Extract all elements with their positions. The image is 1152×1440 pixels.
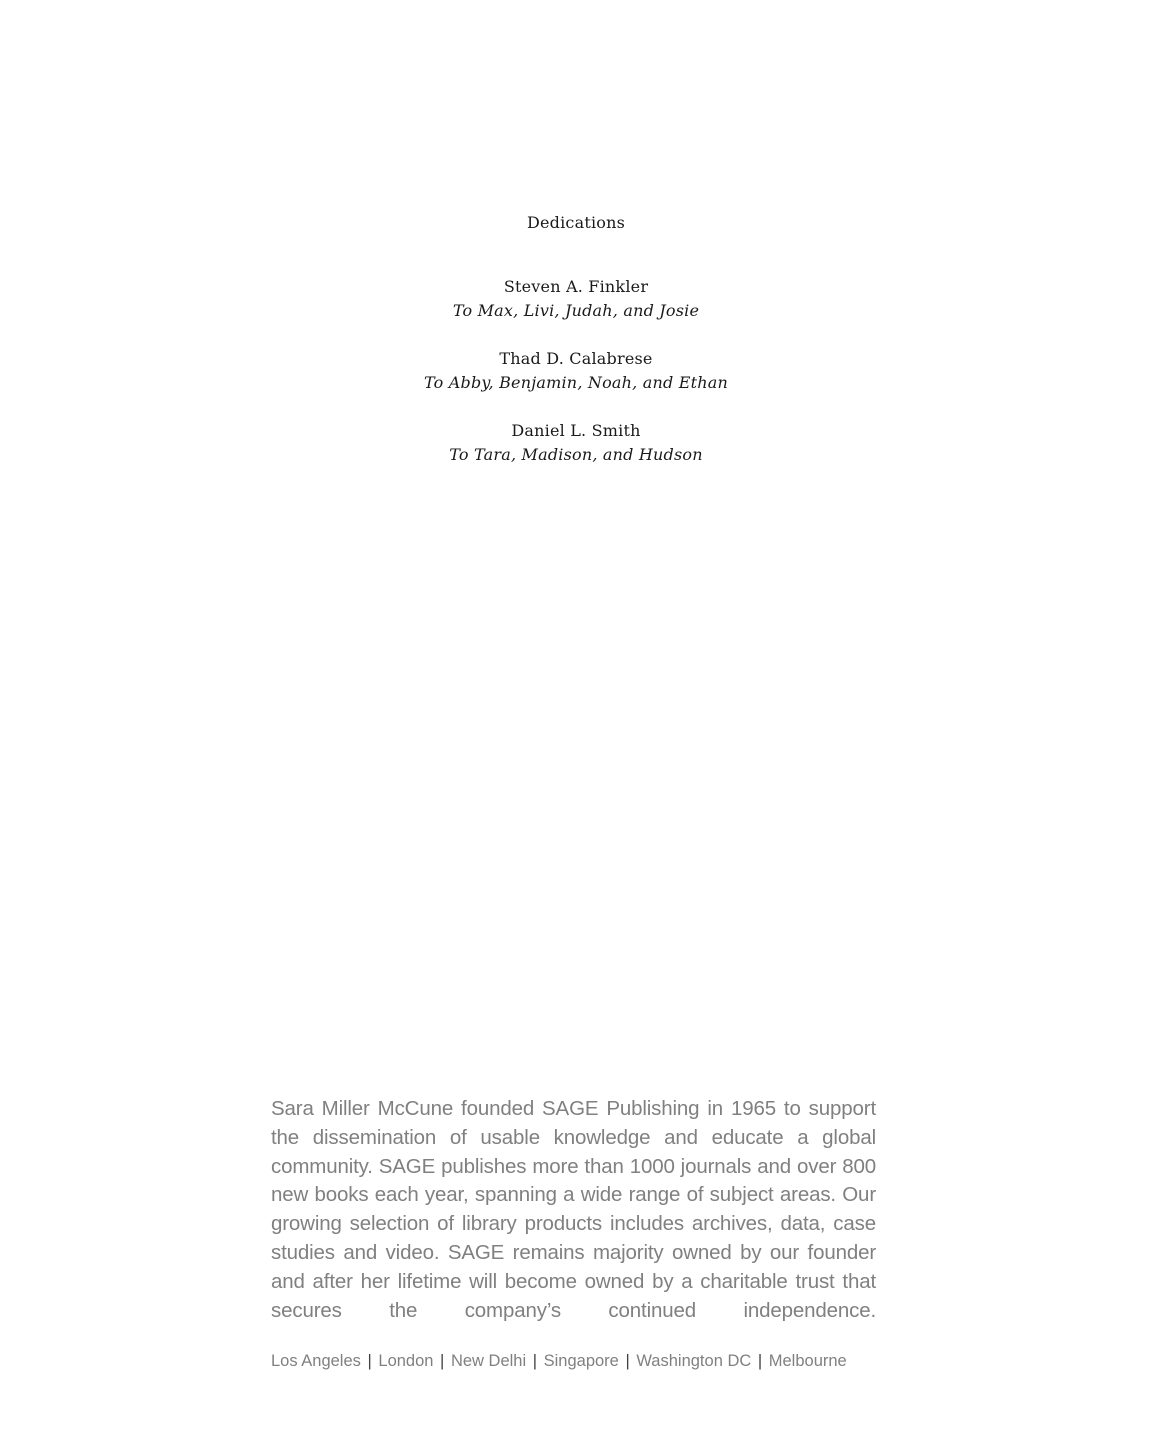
dedication-text: To Abby, Benjamin, Noah, and Ethan	[424, 373, 728, 392]
publisher-locations	[271, 1350, 876, 1372]
dedication-author-name: Daniel L. Smith	[511, 421, 641, 440]
dedications-heading: Dedications	[526, 213, 626, 232]
dedication-entry	[0, 275, 1152, 323]
location-separator: |	[532, 1352, 538, 1371]
location-separator: |	[367, 1352, 372, 1371]
location-item: London	[378, 1352, 434, 1371]
dedication-entry	[0, 347, 1152, 395]
dedications-section	[0, 211, 1152, 491]
publisher-blurb: Sara Miller McCune founded SAGE Publishing in 1965 to support the dissemination of usable knowledge and educate a global community. SAGE publishes more than 1000 journals and over 800 new books each year, spanning a wide range of subject areas. Our growing selection of library products includes archives, data, case studies and video. SAGE remains majority owned by our founder and after her lifetime will become owned by a charitable trust that secures the company’s continued independence.	[271, 1097, 876, 1322]
location-item: Melbourne	[768, 1352, 847, 1371]
dedication-text: To Tara, Madison, and Hudson	[449, 445, 703, 464]
location-item: Singapore	[543, 1352, 619, 1371]
dedication-author-name: Thad D. Calabrese	[499, 349, 653, 368]
location-item: New Delhi	[450, 1352, 527, 1371]
location-separator: |	[757, 1352, 763, 1371]
publisher-statement	[271, 1095, 876, 1372]
dedication-entry	[0, 419, 1152, 467]
location-separator: |	[625, 1352, 630, 1371]
dedication-text: To Max, Livi, Judah, and Josie	[452, 301, 700, 320]
location-separator: |	[440, 1352, 445, 1371]
location-item: Washington DC	[636, 1352, 752, 1371]
dedication-author-name: Steven A. Finkler	[503, 277, 649, 296]
location-item: Los Angeles	[271, 1352, 361, 1371]
